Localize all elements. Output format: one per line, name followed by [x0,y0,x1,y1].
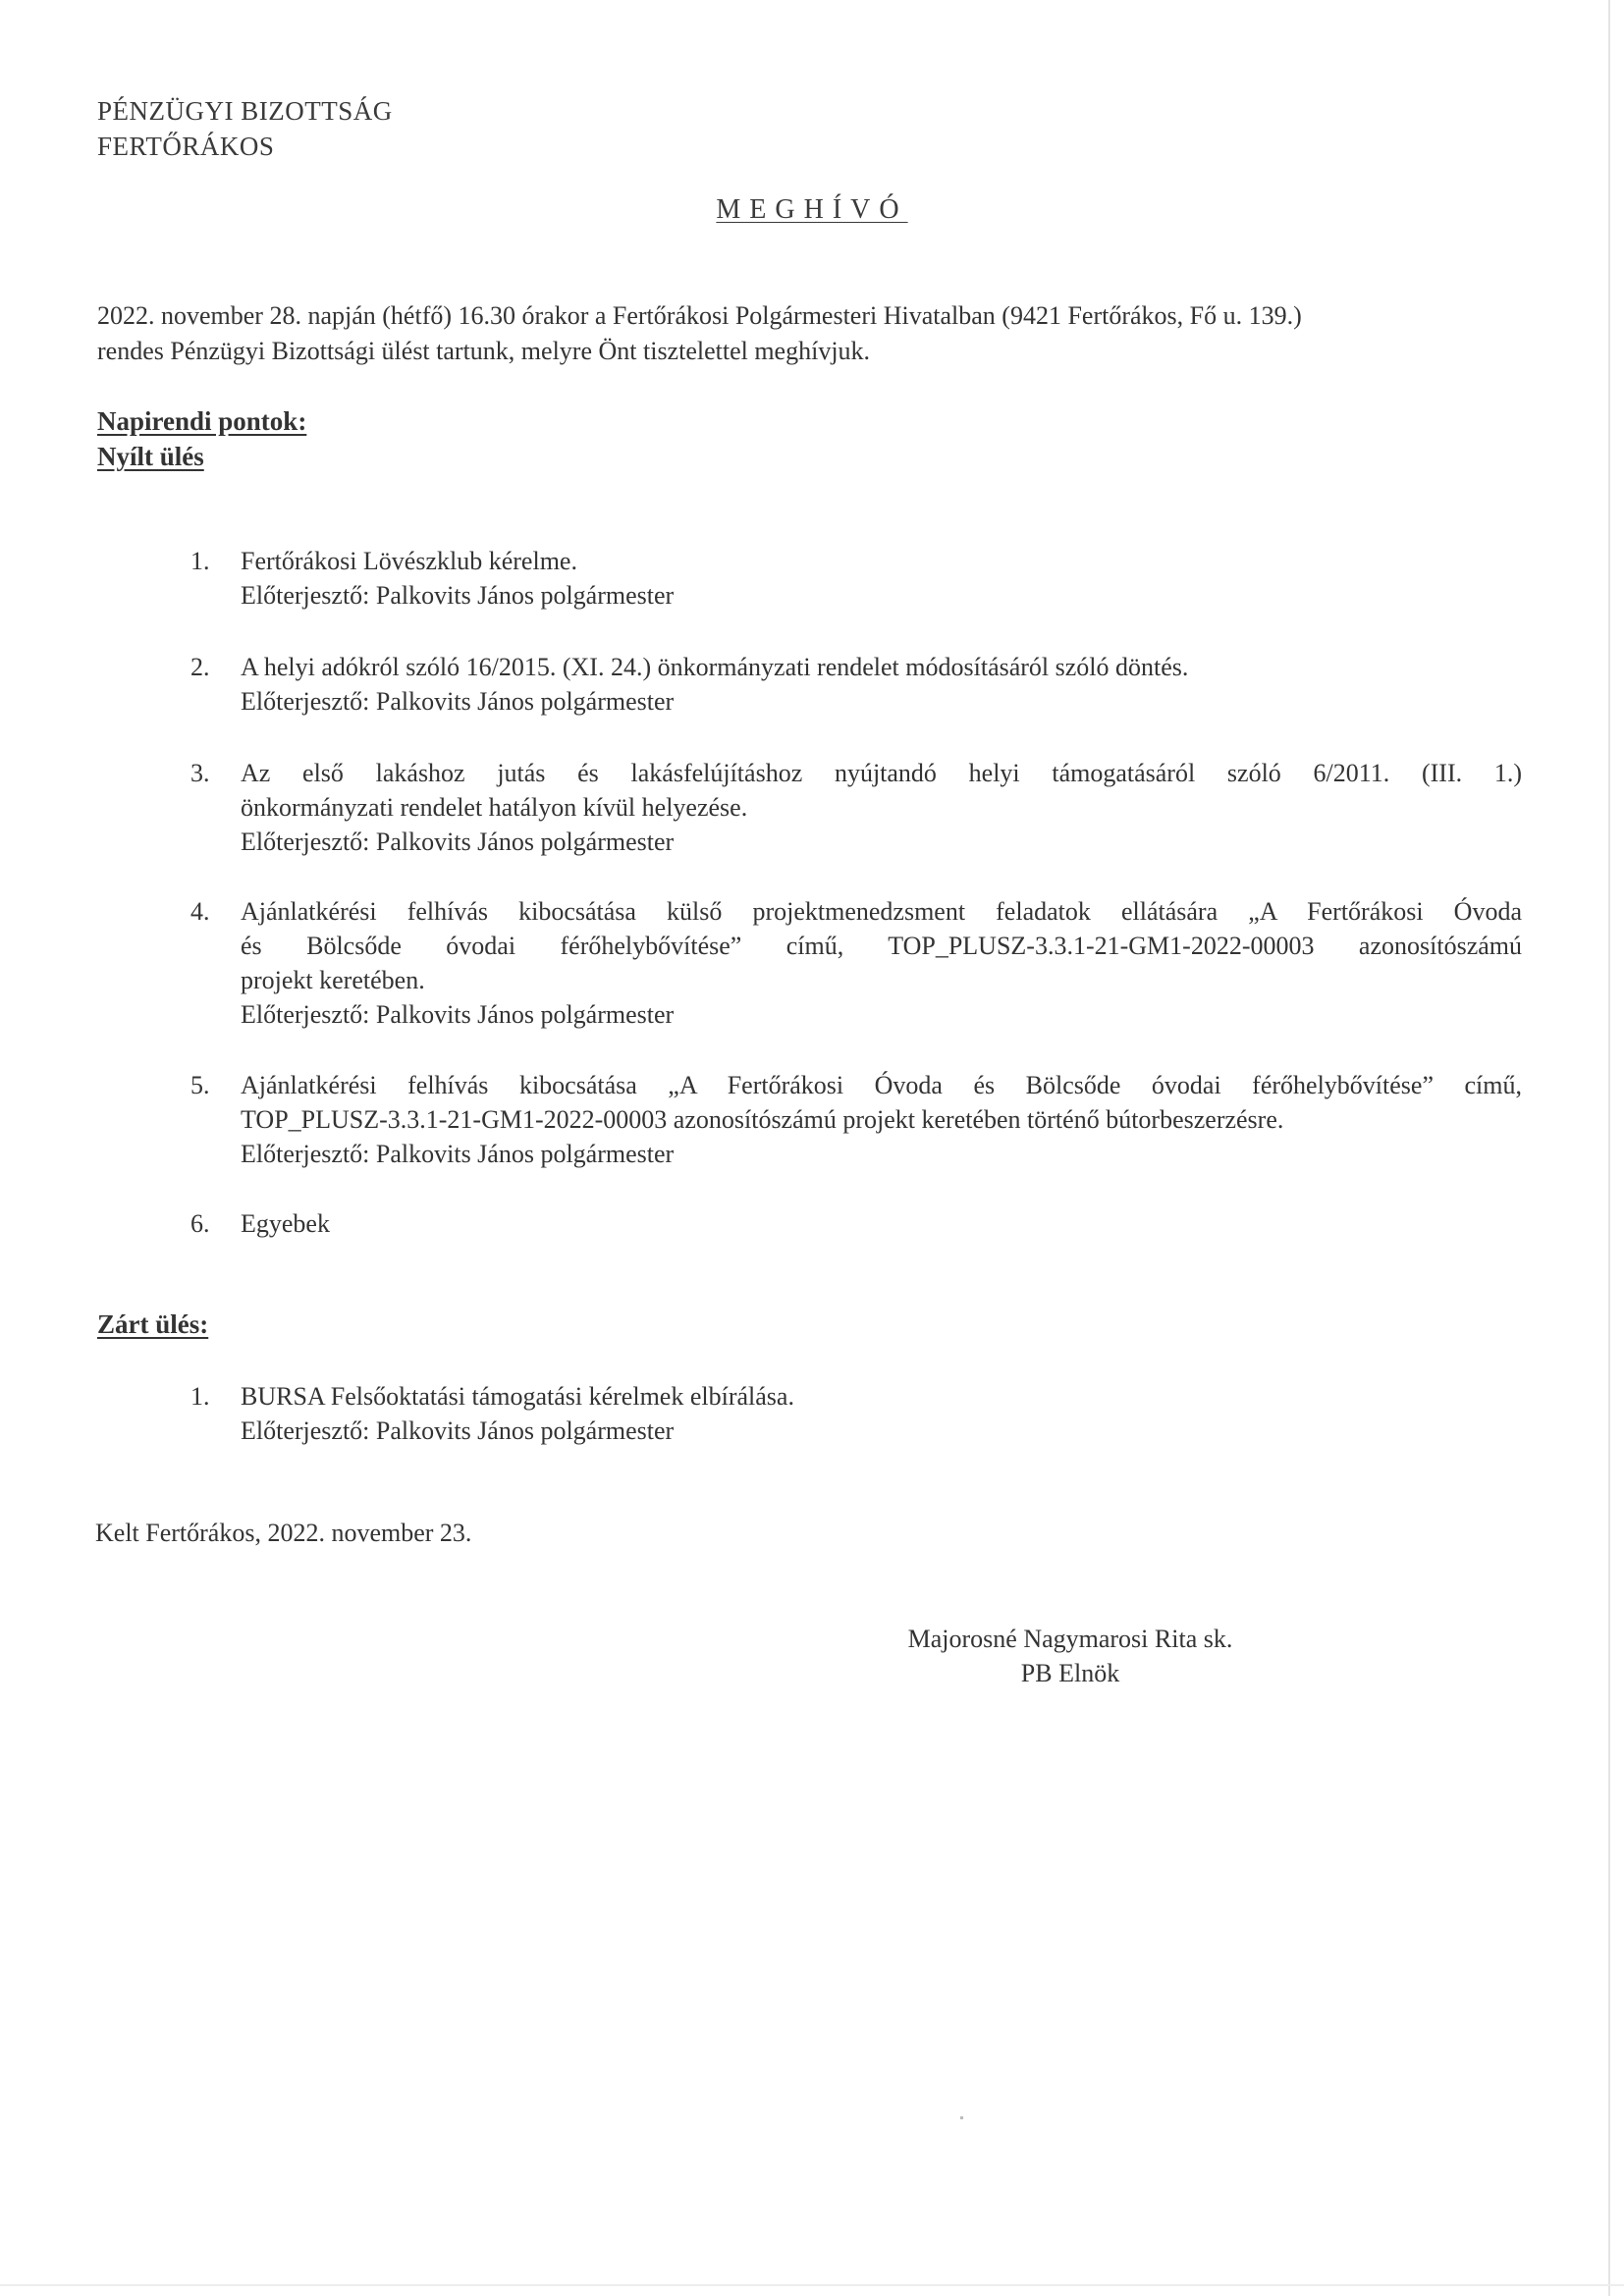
signatory-name: Majorosné Nagymarosi Rita sk. [907,1625,1233,1653]
item-number: 1. [190,547,210,575]
item-text: A helyi adókról szóló 16/2015. (XI. 24.) önkormányzati rendelet módosításáról szóló döntés. [241,653,1189,681]
item-presenter: Előterjesztő: Palkovits János polgármester [241,1000,675,1029]
agenda-item [190,894,1522,1032]
item-text: Az első lakáshoz jutás és lakásfelújításhoz nyújtandó helyi támogatásáról szóló 6/2011. (III. 1.) [241,759,1522,787]
item-presenter: Előterjesztő: Palkovits János polgármester [241,1140,675,1168]
agenda-item [190,650,1522,719]
scan-edge-line [1608,0,1610,2296]
agenda-item [190,756,1522,859]
agenda-item [190,1379,1522,1448]
item-number: 3. [190,759,210,787]
agenda-item [190,1206,1522,1241]
title-text: MEGHÍVÓ [716,194,908,225]
item-number: 4. [190,897,210,926]
intro-line-1: 2022. november 28. napján (hétfő) 16.30 órakor a Fertőrákosi Polgármesteri Hivatalban (9421 Fertőrákos, Fő u. 139.) [97,301,1302,330]
signature-block [874,1622,1267,1690]
item-presenter: Előterjesztő: Palkovits János polgármester [241,1416,675,1445]
item-presenter: Előterjesztő: Palkovits János polgármester [241,581,675,610]
item-text: Fertőrákosi Lövészklub kérelme. [241,547,577,575]
header-committee: PÉNZÜGYI BIZOTTSÁG [97,96,393,126]
intro-line-2: rendes Pénzügyi Bizottsági ülést tartunk, melyre Önt tisztelettel meghívjuk. [97,337,871,365]
closed-session-heading: Zárt ülés: [97,1309,209,1339]
agenda-item [190,1068,1522,1171]
item-text: TOP_PLUSZ-3.3.1-21-GM1-2022-00003 azonosítószámú projekt keretében történő bútorbeszerzésre. [241,1105,1284,1134]
document-title [0,194,1624,226]
item-text: Ajánlatkérési felhívás kibocsátása „A Fertőrákosi Óvoda és Bölcsőde óvodai férőhelybővítése” című, [241,1071,1522,1099]
item-number: 5. [190,1071,210,1099]
item-text: és Bölcsőde óvodai férőhelybővítése” című, TOP_PLUSZ-3.3.1-21-GM1-2022-00003 azonosítószámú [241,932,1522,960]
date-place-line: Kelt Fertőrákos, 2022. november 23. [95,1519,472,1547]
scan-bottom-edge [0,2284,1624,2286]
organization-header [97,93,393,164]
invitation-intro [97,298,1526,369]
item-number: 6. [190,1209,210,1238]
agenda-item [190,544,1522,613]
item-text: Ajánlatkérési felhívás kibocsátása külső projektmenedzsment feladatok ellátására „A Fertőrákosi Óvoda [241,897,1522,926]
agenda-heading: Napirendi pontok: [97,406,307,436]
item-text: BURSA Felsőoktatási támogatási kérelmek elbírálása. [241,1382,794,1411]
signatory-role: PB Elnök [1020,1659,1120,1687]
item-text: projekt keretében. [241,966,425,994]
open-session-heading: Nyílt ülés [97,442,204,471]
item-number: 2. [190,653,210,681]
item-number: 1. [190,1382,210,1411]
item-presenter: Előterjesztő: Palkovits János polgármester [241,687,675,716]
scan-speck [960,2116,963,2119]
header-town: FERTŐRÁKOS [97,132,275,161]
item-text: önkormányzati rendelet hatályon kívül helyezése. [241,793,748,822]
item-text: Egyebek [241,1209,330,1238]
item-presenter: Előterjesztő: Palkovits János polgármester [241,828,675,856]
